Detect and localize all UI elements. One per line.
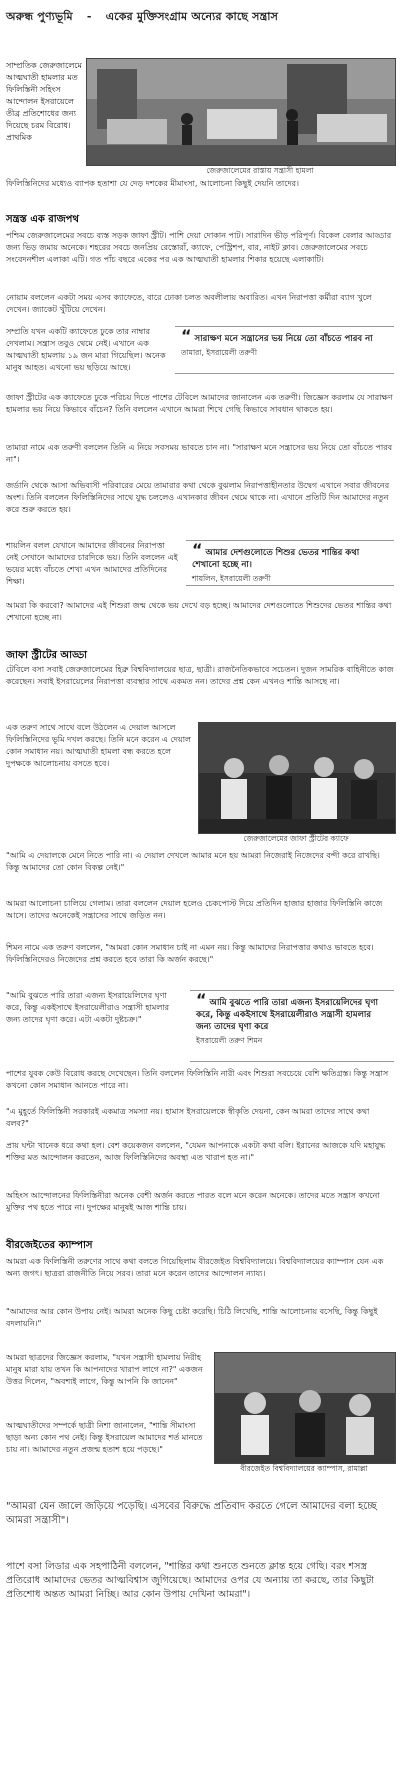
paragraph-17: অহিংস আন্দোলনের ফিলিস্তিনীরা অনেক বেশী অর্জন করতে পারত বলে মনে করেন অনেকে। তাদের মতে সন্ত্রাস কখনো মুক্তির পথ হতে পারে না। দুপক্ষের মানুষই আজ শান্তি চায়। xyxy=(6,1191,380,1212)
author-name: অরুন্ধ পুণ্যভূমি xyxy=(6,10,73,23)
pull-quote-3-attribution: ইসরায়েলী তরুণ শিমন xyxy=(196,1036,263,1045)
lead-text: সাম্প্রতিক জেরুজালেমে আত্মঘাতী হামলার মত ফিলিস্তিনী সহিংস আন্দোলন ইসরায়েলে তীব্র প্রতিশোধের জন্য দিয়েছে চরম বিরোধ। প্রাথমিক xyxy=(6,61,82,142)
photo2-caption: জেরুজালেমের জাফা স্ট্রীটের ক্যাফে xyxy=(243,834,349,843)
header-separator: - xyxy=(86,10,92,23)
headline: একের মুক্তিসংগ্রাম অন্যের কাছে সন্ত্রাস xyxy=(105,10,279,23)
paragraph-18: আমরা এক ফিলিস্তিনী তরুণের সাথে কথা বলতে গিয়েছিলাম বীরজেইত বিশ্ববিদ্যালয়ে। বিশ্ববিদ্যালয়ের ক্যাম্পাস যেন এক অন্য জগৎ। ছাত্ররা রাজনীতি নিয়ে সরব। তারা মনে করেন তাদের আন্দোলন ন্যায্য। xyxy=(6,1257,384,1278)
paragraph-11: আমরা আলোচনা চালিয়ে গেলাম। তারা বললেন দেয়াল হলেও চেকপোস্ট দিয়ে প্রতিদিন হাজার হাজার ফিলিস্তিনি কাজে আসে। তাদের অনেকেই সন্ত্রাসের সাথে জড়িত নন। xyxy=(6,899,383,920)
paragraph-20: আমরা ছাত্রদের জিজ্ঞেস করলাম, "যখন সন্ত্রাসী হামলায় নিরীহ মানুষ মারা যায় তখন কি আপনাদের খারাপ লাগে না?" একজন উত্তর দিলেন, "অবশ্যই লাগে, কিন্তু আপনি কি জানেন" xyxy=(6,1353,203,1386)
paragraph-7: শায়লিন বলল যেখানে আমাদের জীবনের নিরাপত্তা নেই সেখানে আমাদের চারদিকে ভয়। তিনি বললেন এই ভয়ের মধ্যে বাঁচতে শেখা এখন আমাদের প্রতিদিনের শিক্ষা। xyxy=(6,541,178,586)
cafe-photo xyxy=(198,722,396,834)
pull-quote-1-text: সারাক্ষণ মনে সন্ত্রাসের ভয় নিয়ে তো বাঁচতে পারব না xyxy=(194,334,373,344)
paragraph-15: "এ মুহূর্তে ফিলিস্তিনী সরকারই একমাত্র সমস্যা নয়। হামাস ইসরায়েলকে স্বীকৃতি দেয়না, কেন আমরা তাদের সাথে কথা বলব?" xyxy=(6,1107,370,1128)
pull-quote-2-attribution: শায়লিন, ইসরায়েলী তরুণী xyxy=(192,574,271,583)
section-heading-3: বীরজেইতের ক্যাম্পাস xyxy=(6,1240,93,1251)
paragraph-1: পশ্চিম জেরুজালেমের সবচে ব্যস্ত সড়ক জাফা স্ট্রীট। পাশি দেয়া দোকান পাট। সারাদিন ভীড় পরিপূর্ণ। বিকেল বেলার আড্ডার জন্য ভিড় জমায় অনেকে। শহরের সবচে জনপ্রিয় রেস্তোরাঁ, ক্যাফে, পেস্ট্রিশপ, বার, নাইট ক্লাব। জেরুজালেমের সবচে সংবেদনশীল এলাকা এটি। গত পাঁচ বছরে একের পর এক আত্মঘাতী হামলার শিকার হয়েছে এলাকাটি। xyxy=(6,231,392,264)
open-quote-icon: “ xyxy=(196,990,207,1009)
pull-quote-1 xyxy=(175,326,394,374)
campus-photo xyxy=(214,1352,396,1464)
pull-quote-1-attribution: তামারা, ইসরায়েলী তরুণী xyxy=(181,348,257,357)
paragraph-12: শিমন নামে এক তরুণ বললেন, "আমরা কোন সমাধান চাই না এমন নয়। কিন্তু আমাদের নিরাপত্তার কথাও ভাবতে হবে। ফিলিস্তিনিদেরও নিজেদের প্রশ্ন করতে হবে তারা কি অর্জন করছে।" xyxy=(6,943,374,964)
paragraph-8: টেবিলে বসা সবাই জেরুজালেমের হিব্রু বিশ্ববিদ্যালয়ের ছাত্র, ছাত্রী। রাজনৈতিকভাবে সচেতন। দুজন সামরিক বাহিনীতে কাজ করেছেন। সবাই ইসরায়েলের নিরাপত্তা ব্যবস্থার সাথে একমত নন। তাদের প্রশ্ন কেন এখনও শান্তি আসছে না। xyxy=(6,665,394,686)
paragraph-3: সম্প্রতি যখন একটি ক্যাফেতে ঢুকে তার নাম্বার দেখলাম। সন্ত্রাস তবুও থেমে নেই। এখানে এক আত্মঘাতী হামলায় ১৯ জন মারা গিয়েছিল। অনেক মানুষ আহত। এখনো ভয় ছড়িয়ে আছে। xyxy=(6,327,166,372)
paragraph-13: "আমি বুঝতে পারি তারা এজন্য ইসরায়েলিদের ঘৃণা করে, কিন্তু একইসাথে ইসরায়েলীরাও সন্ত্রাসী হামলার জন্য তাদের ঘৃণা করে। এটা একটা দুষ্টচক্র।" xyxy=(6,991,170,1024)
section-heading-2: জাফা স্ট্রীটের আড্ডা xyxy=(6,650,88,661)
open-quote-icon: “ xyxy=(181,326,192,345)
paragraph-21: আত্মঘাতীদের সম্পর্কে ছাত্রী নিশা জানালেন, "শান্তি সীমাংসা ছাড়া অন্য কোন পথ নেই। কিন্তু ইসরায়েল আমাদের শর্ত মানতে চায় না। আমাদের নতুন প্রজন্ম হতাশ হয়ে পড়ছে।" xyxy=(6,1421,203,1454)
pull-quote-3 xyxy=(190,990,394,1062)
paragraph-16: প্রায় ঘন্টা খানেক ধরে কথা হল। বেশ কয়েকজন বললেন, "যেমন আপনাকে একটা কথা বলি। ইরানের আজকে যদি মহাযুদ্ধ শক্তির মত আন্দোলন করতেন, আজ ফিলিস্তিনিদের অবস্থা এত খারাপ হত না।" xyxy=(6,1141,386,1162)
pull-quote-2-text: আমার দেশগুলোতে শিশুর ভেতর শান্তির কথা শেখানো হচ্ছে না। xyxy=(192,548,360,570)
paragraph-5: তামারা নামে এক তরুণী বললেন তিনি এ নিয়ে সবসময় ভাবতে চান না। "সারাক্ষণ মনে সন্ত্রাসের ভয় নিয়ে তো বাঁচতে পারব না"। xyxy=(6,443,393,464)
paragraph-9: এক তরুণ সাথে সাথে বলে উঠলেন এ দেয়াল আসলে ফিলিস্তিনিদের ভূমি দখল করছে। তিনি মনে করেন এ দেয়াল কোন সমাধান নয়। আত্মঘাতী হামলা বন্ধ করতে হলে দুপক্ষকে আলোচনায় বসতে হবে। xyxy=(6,723,191,768)
street-photo xyxy=(86,58,396,166)
lead-continuation: ফিলিস্তিনিদের মধ্যেও ব্যাপক হতাশা যে দেড় দশকের মীমাংসা, আলোচনা কিছুই দেয়নি তাদের। xyxy=(6,179,299,188)
pull-quote-3-text: আমি বুঝতে পারি তারা এজন্য ইসরায়েলিদের ঘৃণা করে, কিন্তু একইসাথে ইসরায়েলীরাও সন্ত্রাসী হামলার জন্য তাদের ঘৃণা করে xyxy=(196,998,378,1032)
photo3-caption: বীরজেইত বিশ্ববিদ্যালয়ের ক্যাম্পাস, রামাল্লা xyxy=(240,1464,368,1473)
paragraph-2: নোয়াম বললেন একটা সময় এসব ক্যাফেতে, বারে ঢোকা চলত অবলীলায় অবারিত। এখন নিরাপত্তা কর্মীরা ব্যাগ খুলে দেখেন। জ্যাকেট খুঁটিয়ে দেখেন। xyxy=(6,293,372,314)
paragraph-10: "আমি এ দেয়ালকে মেনে নিতে পারি না। এ দেয়াল দেখলে আমার মনে হয় আমরা নিজেরাই নিজেদের বন্দী করে রাখছি। কিন্তু আমাদের তো কোন বিকল্প নেই।" xyxy=(6,851,380,872)
open-quote-icon: “ xyxy=(192,540,203,559)
section-heading-1: সন্ত্রস্ত এক রাজপথ xyxy=(6,214,79,225)
paragraph-14: পাশের যুবক কেউ বিরোধ করছে দেখেছেন। তিনি বললেন ফিলিস্তিনি নারী এবং শিশুরা সবচেয়ে বেশি ক্ষতিগ্রস্ত। কিন্তু সন্ত্রাস কখনো কোন সমাধান আনতে পারে না। xyxy=(6,1069,389,1090)
article-header xyxy=(6,8,394,27)
paragraph-4: জাফা স্ট্রীটের এক ক্যাফেতে ঢুকে পরিচয় দিতে পাশের টেবিলে আমাদের জানালেন এক তরুণী। জিজ্ঞেস করলাম যে সারাক্ষণ হামলার ভয় নিয়ে কিভাবে বাঁচেন? তিনি বললেন এখানে আমরা শিখে গেছি কিভাবে সাবধান থাকতে হয়। xyxy=(6,393,393,414)
paragraph-6: জর্ডানি থেকে আসা অভিবাসী পরিবারের মেয়ে তামারার কথা থেকে বুঝলাম নিরাপত্তাহীনতার উদ্বেগ এখানে সবার জীবনের অংশ। তিনি বললেন ফিলিস্তিনিদের সাথে যুদ্ধ চললেও এখানকার জীবন থেমে থাকে না। এখানে প্রতিটি দিন আমাদের নতুন করে শুরু করতে হয়। xyxy=(6,481,390,514)
photo1-caption: জেরুজালেমের রাস্তায় সন্ত্রাসী হামলা xyxy=(206,166,314,175)
paragraph-7b: আমরা কি করবো? আমাদের এই শিশুরা জন্ম থেকে ভয় দেখে বড় হচ্ছে। আমাদের দেশগুলোতে শিশুদের ভেতর শান্তির কথা শেখানো হচ্ছে না। xyxy=(6,601,392,622)
paragraph-19: "আমাদের আর কোন উপায় নেই। আমরা অনেক কিছু চেষ্টা করেছি। চিঠি লিখেছি, শান্তি আলোচনায় বসেছি, কিন্তু কিছুই বদলায়নি।" xyxy=(6,1307,378,1328)
paragraph-22: "আমরা যেন জালে জড়িয়ে পড়েছি। এসবের বিরুদ্ধে প্রতিবাদ করতে গেলে আমাদের বলা হচ্ছে আমরা সন্ত্রাসী"। xyxy=(6,1501,377,1526)
pull-quote-2 xyxy=(186,540,394,586)
paragraph-23: পাশে বসা লিডার এক সহপাঠিনী বললেন, "শান্তির কথা শুনতে শুনতে ক্লান্ত হয়ে গেছি। বরং শসস্ত্র প্রতিরোধ আমাদের ভেতর আত্মবিশ্বাস জুগিয়েছে। আমাদের ওপর যে অন্যায় তা করছে, তার কিছুটা প্রতিশোধ অন্তত আমরা নিচ্ছি। আর কোন উপায় দেখিনা আমরা"। xyxy=(6,1561,374,1600)
